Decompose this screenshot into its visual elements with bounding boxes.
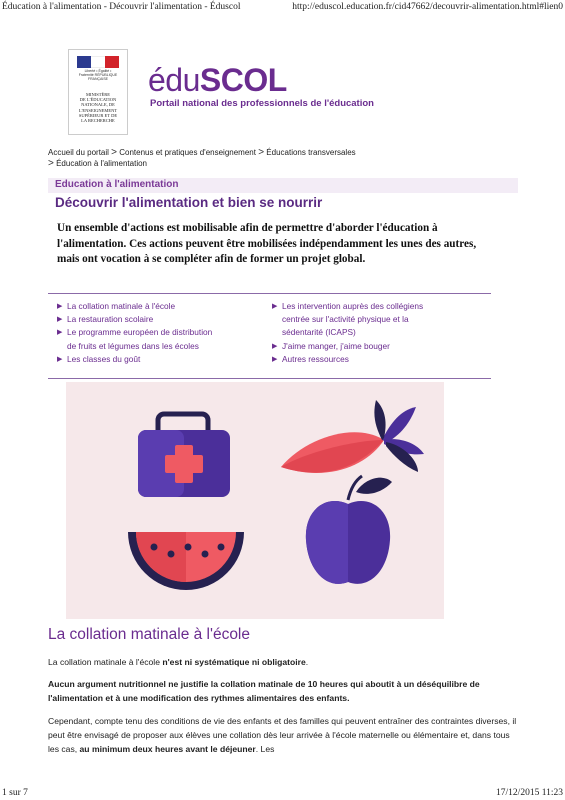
first-aid-kit-icon: [138, 414, 230, 497]
breadcrumb-item[interactable]: Éducations transversales: [266, 148, 356, 157]
section-label: Education à l'alimentation: [48, 178, 518, 193]
link-icaps-cont[interactable]: centrée sur l'activité physique et la: [282, 314, 409, 325]
chevron-right-icon: >: [48, 158, 54, 169]
arrow-right-icon: ▶: [57, 355, 63, 363]
arrow-right-icon: ▶: [57, 329, 63, 337]
article-heading: La collation matinale à l'école: [48, 626, 250, 643]
links-column-left: [55, 300, 255, 366]
site-tagline: Portail national des professionnels de l'éducation: [150, 98, 374, 109]
food-illustration-svg: [66, 382, 444, 619]
food-illustration: [66, 382, 444, 619]
link-programme-europeen[interactable]: ▶ Le programme européen de distribution: [55, 326, 255, 339]
arrow-right-icon: ▶: [57, 303, 63, 310]
chevron-right-icon: >: [258, 147, 265, 158]
link-collation[interactable]: ▶ La collation matinale à l'école: [55, 300, 255, 313]
breadcrumb-item[interactable]: Éducation à l'alimentation: [56, 159, 147, 168]
print-datetime: 17/12/2015 11:23: [496, 788, 563, 798]
arrow-right-icon: ▶: [272, 342, 278, 350]
article-paragraph-3: Cependant, compte tenu des conditions de vie des enfants et des familles qui peuvent entraîner des contraintes diverses, il peut être envisagé de proposer aux élèves une collation dès leur arrivée à l'école maternelle ou élémentaire et, dans tous les cas, au minimum deux heures avant le déjeuner. Les: [48, 716, 517, 754]
arrow-right-icon: ▶: [272, 355, 278, 363]
article-paragraph-2: Aucun argument nutritionnel ne justifie la collation matinale de 10 heures qui aboutit à un déséquilibre de l'alimentation et à une modification des rythmes alimentaires des enfants.: [48, 679, 480, 703]
print-url[interactable]: http://eduscol.education.fr/cid47662/decouvrir-alimentation.html#lien0: [292, 2, 563, 12]
arrow-right-icon: ▶: [57, 316, 63, 324]
breadcrumb: [48, 147, 518, 169]
page-title: Découvrir l'alimentation et bien se nourrir: [55, 195, 323, 210]
resource-links: [48, 293, 491, 379]
breadcrumb-item[interactable]: Accueil du portail: [48, 148, 109, 157]
arrow-right-icon: ▶: [272, 303, 278, 310]
link-jaime-manger[interactable]: ▶ J'aime manger, j'aime bouger: [270, 340, 485, 353]
breadcrumb-item[interactable]: Contenus et pratiques d'enseignement: [119, 148, 256, 157]
link-restauration[interactable]: ▶ La restauration scolaire: [55, 313, 255, 326]
chevron-right-icon: >: [111, 147, 117, 158]
ministry-logo[interactable]: [68, 49, 128, 135]
apple-icon: [306, 476, 392, 584]
link-autres-ressources[interactable]: ▶ Autres ressources: [270, 353, 485, 366]
links-column-right: [270, 300, 485, 366]
print-title: Éducation à l'alimentation - Découvrir l'alimentation - Éduscol: [2, 2, 241, 12]
ministry-name: MINISTÈRE DE L'ÉDUCATION NATIONALE, DE L'ENSEIGNEMENT SUPÉRIEUR ET DE LA RECHERCHE: [78, 92, 118, 124]
intro-paragraph: Un ensemble d'actions est mobilisable afin de permettre d'aborder l'éducation à l'alimentation. Ces actions peuvent être mobilisées indépendamment les unes des autres, mais ont vocation à se compléter afin de former un projet global.: [57, 222, 477, 265]
french-flag-icon: [77, 56, 119, 68]
page-number: 1 sur 7: [2, 788, 28, 798]
article-paragraph-1: La collation matinale à l'école n'est ni systématique ni obligatoire.: [48, 657, 309, 667]
link-icaps[interactable]: ▶ Les intervention auprès des collégiens: [270, 300, 485, 313]
link-classes-gout[interactable]: ▶ Les classes du goût: [55, 353, 255, 366]
carrot-icon: [281, 400, 424, 473]
link-programme-europeen-cont[interactable]: de fruits et légumes dans les écoles: [67, 340, 199, 351]
watermelon-icon: [128, 532, 244, 590]
link-icaps-cont2[interactable]: sédentarité (ICAPS): [282, 327, 356, 338]
marianne-text: Liberté • Égalité • Fraternité RÉPUBLIQUE FRANÇAISE: [78, 69, 118, 81]
eduscol-logo[interactable]: éduSCOL: [148, 62, 287, 98]
